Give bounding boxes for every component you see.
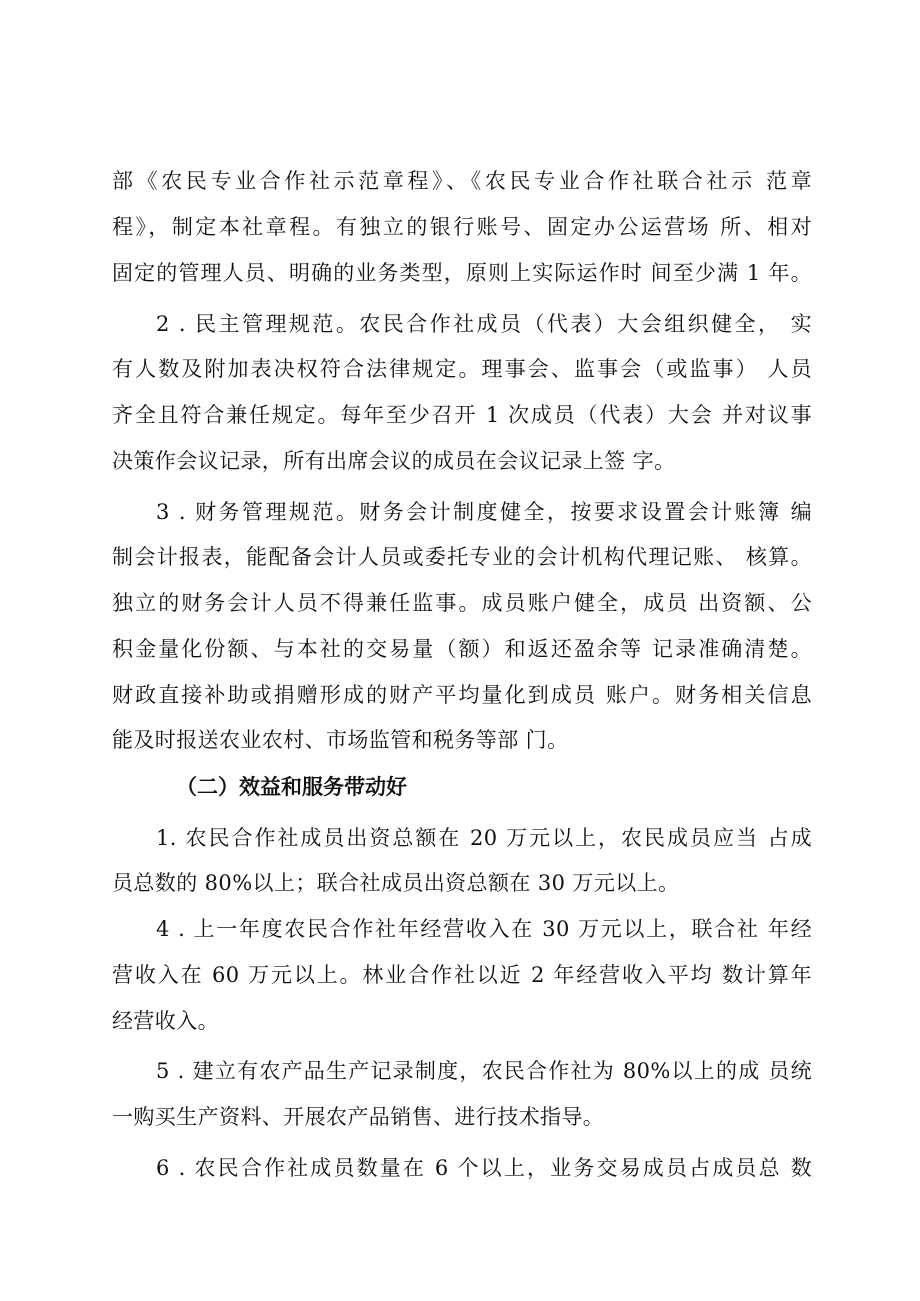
paragraph-line: 经营收入。	[112, 1009, 219, 1033]
paragraph-line: 程》，制定本社章程。有独立的银行账号、固定办公运营场 所、相对	[112, 215, 812, 239]
paragraph-line: 独立的财务会计人员不得兼任监事。成员账户健全，成员 出资额、公	[112, 591, 812, 615]
paragraph-line: 4 . 上一年度农民合作社年经营收入在 30 万元以上，联合社 年经	[156, 917, 812, 941]
paragraph-line: 营收入在 60 万元以上。林业合作社以近 2 年经营收入平均 数计算年	[112, 963, 812, 987]
paragraph-line: 制会计报表，能配备会计人员或委托专业的会计机构代理记账、 核算。	[112, 545, 812, 569]
paragraph-line: 1. 农民合作社成员出资总额在 20 万元以上，农民成员应当 占成	[156, 826, 812, 850]
paragraph-line: 部《农民专业合作社示范章程》、《农民专业合作社联合社示 范章	[112, 169, 812, 193]
paragraph-line: 齐全且符合兼任规定。每年至少召开 1 次成员（代表）大会 并对议事	[112, 403, 812, 427]
paragraph-line: 固定的管理人员、明确的业务类型，原则上实际运作时 间至少满 1 年。	[112, 261, 812, 285]
paragraph-line: 有人数及附加表决权符合法律规定。理事会、监事会（或监事） 人员	[112, 357, 812, 381]
paragraph-line: 3 . 财务管理规范。财务会计制度健全，按要求设置会计账簿 编	[156, 500, 812, 524]
paragraph-line: 2 . 民主管理规范。农民合作社成员（代表）大会组织健全， 实	[156, 312, 812, 336]
paragraph-line: 积金量化份额、与本社的交易量（额）和返还盈余等 记录准确清楚。	[112, 637, 812, 661]
paragraph-line: 能及时报送农业农村、市场监管和税务等部 门。	[112, 728, 569, 752]
paragraph-line: 6 . 农民合作社成员数量在 6 个以上，业务交易成员占成员总 数	[156, 1156, 812, 1180]
paragraph-line: 员总数的 80%以上；联合社成员出资总额在 30 万元以上。	[112, 871, 680, 895]
paragraph-line: 财政直接补助或捐赠形成的财产平均量化到成员 账户。财务相关信息	[112, 683, 812, 707]
paragraph-line: 决策作会议记录，所有出席会议的成员在会议记录上签 字。	[112, 449, 676, 473]
paragraph-line: 一购买生产资料、开展农产品销售、进行技术指导。	[112, 1105, 605, 1129]
section-heading: （二）效益和服务带动好	[176, 775, 407, 799]
paragraph-line: 5 . 建立有农产品生产记录制度，农民合作社为 80%以上的成 员统	[156, 1059, 812, 1083]
